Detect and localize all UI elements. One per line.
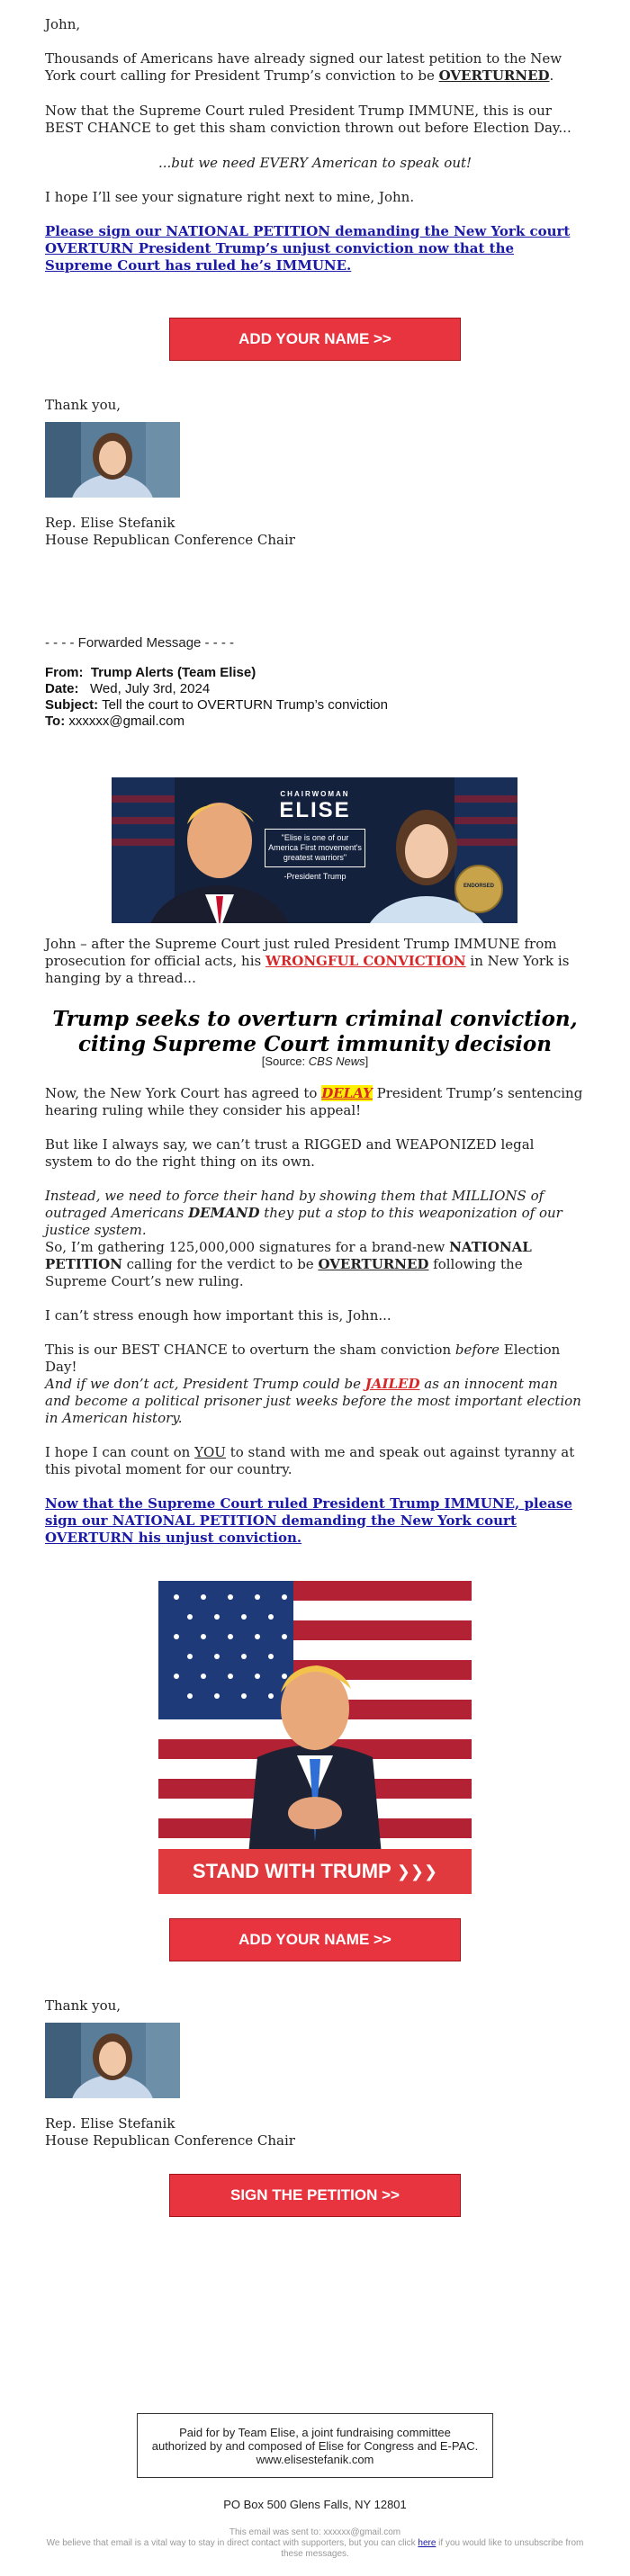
trump-flag-graphic [158,1581,472,1894]
banner-kicker: CHAIRWOMAN [280,790,350,798]
sign-the-petition-button[interactable]: SIGN THE PETITION >> [169,2174,461,2217]
forwarded-header: - - - - Forwarded Message - - - - [45,635,235,651]
overturned-emphasis: OVERTURNED [438,67,550,84]
rigged-paragraph: But like I always say, we can’t trust a RIGGED and WEAPONIZED legal system to do the right thing on its own. [45,1136,535,1170]
best-chance-line: This is our BEST CHANCE to overturn the sham conviction before Election Day! [45,1342,561,1375]
petition-link-top[interactable]: Please sign our NATIONAL PETITION demanding the New York court OVERTURN President Trump’s unjust conviction now that the Supreme Court has ruled he’s IMMUNE. [45,223,571,274]
force-hand-paragraph: Instead, we need to force their hand by showing them that MILLIONS of outraged Americans DEMAND they put a stop to this weaponization of our justice system. [45,1188,562,1238]
delay-highlight: DELAY [321,1085,373,1101]
unsubscribe-link[interactable]: here [418,2538,436,2548]
paid-for-disclaimer: Paid for by Team Elise, a joint fundraising committee authorized by and composed of Elise for Congress and E-PAC. www.elisestefanik.com [137,2413,493,2478]
news-source: [Source: CBS News] [261,1055,369,1068]
unsubscribe-notice: We believe that email is a vital way to stay in direct contact with supporters, but you can click here if you would like to unsubscribe from these messages. [46,2538,584,2559]
banner-quote: "Elise is one of our America First movement's greatest warriors" [265,829,365,867]
elise-portrait-bottom [45,2023,180,2098]
signer-name-top: Rep. Elise Stefanik [45,515,176,531]
from-row: From: Trump Alerts (Team Elise) [45,665,256,680]
jailed-paragraph: And if we don’t act, President Trump could be JAILED as an innocent man and become a political prisoner just weeks before the most important election in American history. [45,1376,581,1426]
to-row: To: xxxxxx@gmail.com [45,714,184,729]
add-your-name-button-top[interactable]: ADD YOUR NAME >> [169,318,461,361]
banner-attribution: -President Trump [284,872,346,881]
body-intro: John – after the Supreme Court just ruled President Trump IMMUNE from prosecution for official acts, his WRONGFUL CONVICTION in New York is hanging by a thread... [45,936,570,986]
chairwoman-elise-banner [112,777,518,923]
news-headline: Trump seeks to overturn criminal conviction, citing Supreme Court immunity decision [52,1007,578,1056]
delay-paragraph: Now, the New York Court has agreed to DELAY President Trump’s sentencing hearing ruling while they consider his appeal! [45,1085,583,1118]
signer-title-bottom: House Republican Conference Chair [45,2132,295,2149]
elise-portrait-top [45,422,180,498]
signatures-paragraph: So, I’m gathering 125,000,000 signatures for a brand-new NATIONAL PETITION calling for the verdict to be OVERTURNED following the Supreme Court’s new ruling. [45,1239,532,1289]
stand-with-trump-banner: STAND WITH TRUMP ❯❯❯ [158,1849,472,1894]
count-on-you-paragraph: I hope I can count on YOU to stand with me and speak out against tyranny at this pivotal moment for our country. [45,1444,575,1477]
greeting: John, [45,16,81,32]
date-row: Date: Wed, July 3rd, 2024 [45,681,211,696]
petition-link-bottom[interactable]: Now that the Supreme Court ruled President Trump IMMUNE, please sign our NATIONAL PETITION demanding the New York court OVERTURN his unjust conviction. [45,1495,572,1546]
forwarded-meta [45,665,585,730]
sent-to-notice: This email was sent to: xxxxxx@gmail.com [229,2527,401,2537]
immune-paragraph: Now that the Supreme Court ruled President Trump IMMUNE, this is our BEST CHANCE to get this sham conviction thrown out before Election Day... [45,103,572,136]
mailing-address: PO Box 500 Glens Falls, NY 12801 [223,2498,407,2511]
add-your-name-button-bottom[interactable]: ADD YOUR NAME >> [169,1918,461,1961]
importance-line: I can’t stress enough how important this is, John... [45,1307,392,1324]
chevrons-icon: ❯❯❯ [396,1862,438,1880]
wrongful-conviction-text: WRONGFUL CONVICTION [265,953,466,969]
thank-you-top: Thank you, [45,397,122,413]
signer-name-bottom: Rep. Elise Stefanik [45,2115,176,2132]
jailed-text: JAILED [364,1376,420,1392]
signer-title-top: House Republican Conference Chair [45,532,295,548]
signature-hope-line: I hope I’ll see your signature right next to mine, John. [45,189,415,205]
intro-paragraph: Thousands of Americans have already signed our latest petition to the New York court calling for President Trump’s conviction to be OVERTURNED. [45,50,562,84]
speak-out-line: ...but we need EVERY American to speak out! [158,155,472,171]
stand-with-trump-image[interactable] [158,1581,472,1894]
endorsed-seal: ENDORSED [463,884,494,889]
banner-name: ELISE [279,798,351,822]
thank-you-bottom: Thank you, [45,1997,122,2014]
subject-row: Subject: Tell the court to OVERTURN Trump’s conviction [45,697,388,713]
